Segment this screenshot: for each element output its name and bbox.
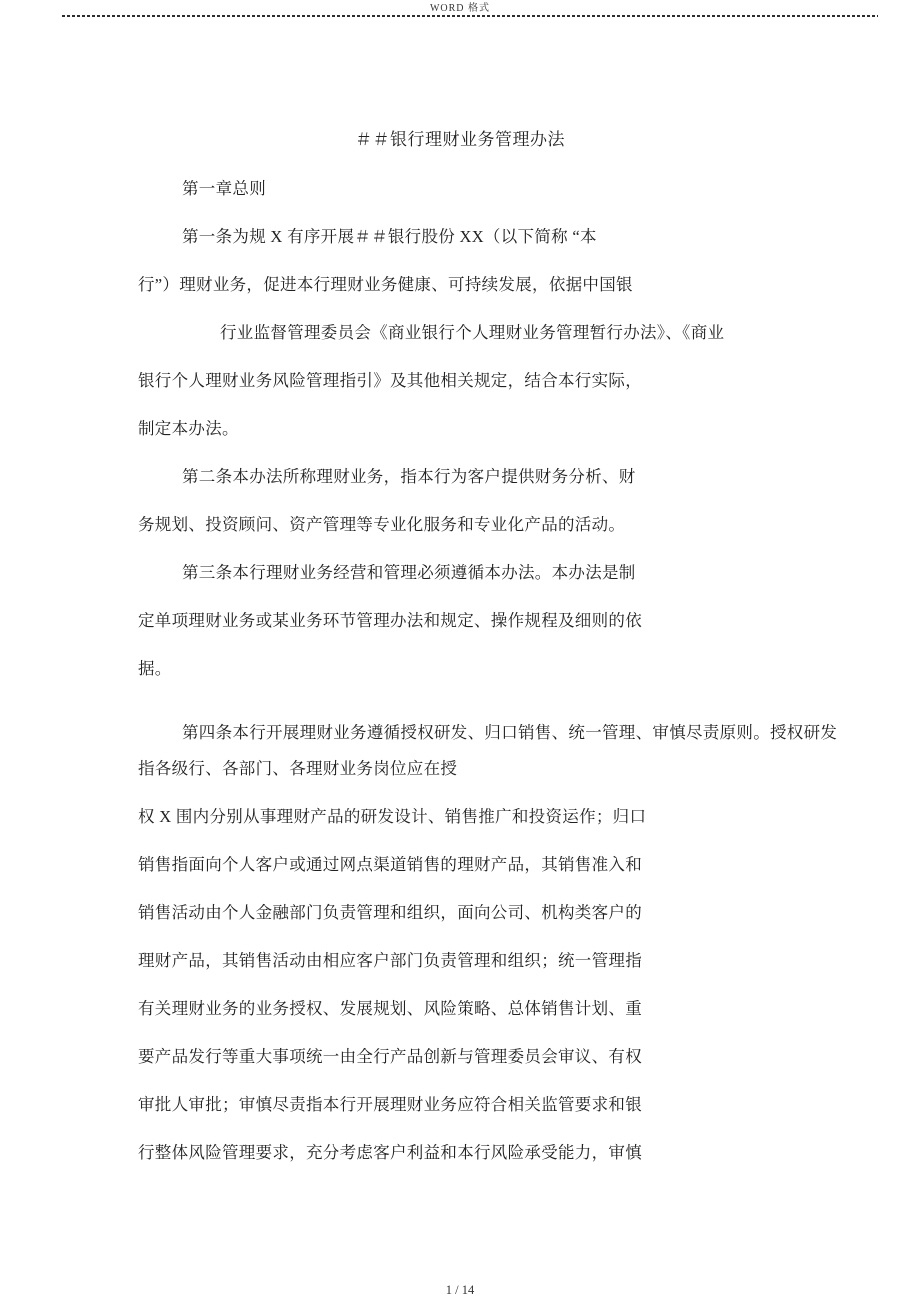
- document-title: ＃＃银行理财业务管理办法: [355, 130, 565, 149]
- header-rule: [62, 15, 878, 17]
- text-line: 第二条本办法所称理财业务，指本行为客户提供财务分析、财: [182, 467, 636, 486]
- text-line: 第四条本行开展理财业务遵循授权研发、归口销售、统一管理、审慎尽责原则。授权研发: [182, 723, 838, 742]
- text-line: 银行个人理财业务风险管理指引》及其他相关规定，结合本行实际，: [138, 371, 642, 390]
- text-line: 销售活动由个人金融部门负责管理和组织，面向公司、机构类客户的: [138, 903, 642, 922]
- page-number: 1 / 14: [445, 1283, 475, 1297]
- document-body: [138, 178, 920, 1190]
- text-line: 第一章总则: [182, 179, 266, 198]
- text-line: 据。: [138, 659, 172, 678]
- text-line: 务规划、投资顾问、资产管理等专业化服务和专业化产品的活动。: [138, 515, 626, 534]
- text-line: 有关理财业务的业务授权、发展规划、风险策略、总体销售计划、重: [138, 999, 642, 1018]
- text-line: 销售指面向个人客户或通过网点渠道销售的理财产品，其销售准入和: [138, 855, 642, 874]
- header-label: WORD 格式: [429, 3, 491, 14]
- text-line: 定单项理财业务或某业务环节管理办法和规定、操作规程及细则的依: [138, 611, 642, 630]
- text-line: 行整体风险管理要求，充分考虑客户利益和本行风险承受能力，审慎: [138, 1143, 642, 1162]
- page-header: [0, 0, 920, 17]
- text-line: 指各级行、各部门、各理财业务岗位应在授: [138, 759, 458, 778]
- text-line: 行”）理财业务，促进本行理财业务健康、可持续发展，依据中国银: [138, 275, 633, 294]
- text-line: 行业监督管理委员会《商业银行个人理财业务管理暂行办法》、《商业: [220, 323, 725, 342]
- text-line: 要产品发行等重大事项统一由全行产品创新与管理委员会审议、有权: [138, 1047, 642, 1066]
- text-line: 制定本办法。: [138, 419, 239, 438]
- text-line: 第三条本行理财业务经营和管理必须遵循本办法。本办法是制: [182, 563, 636, 582]
- text-line: 理财产品，其销售活动由相应客户部门负责管理和组织；统一管理指: [138, 951, 642, 970]
- text-line: 权 X 围内分别从事理财产品的研发设计、销售推广和投资运作；归口: [138, 807, 647, 826]
- text-line: 第一条为规 X 有序开展＃＃银行股份 XX（以下简称 “本: [182, 227, 597, 246]
- text-line: 审批人审批；审慎尽责指本行开展理财业务应符合相关监管要求和银: [138, 1095, 642, 1114]
